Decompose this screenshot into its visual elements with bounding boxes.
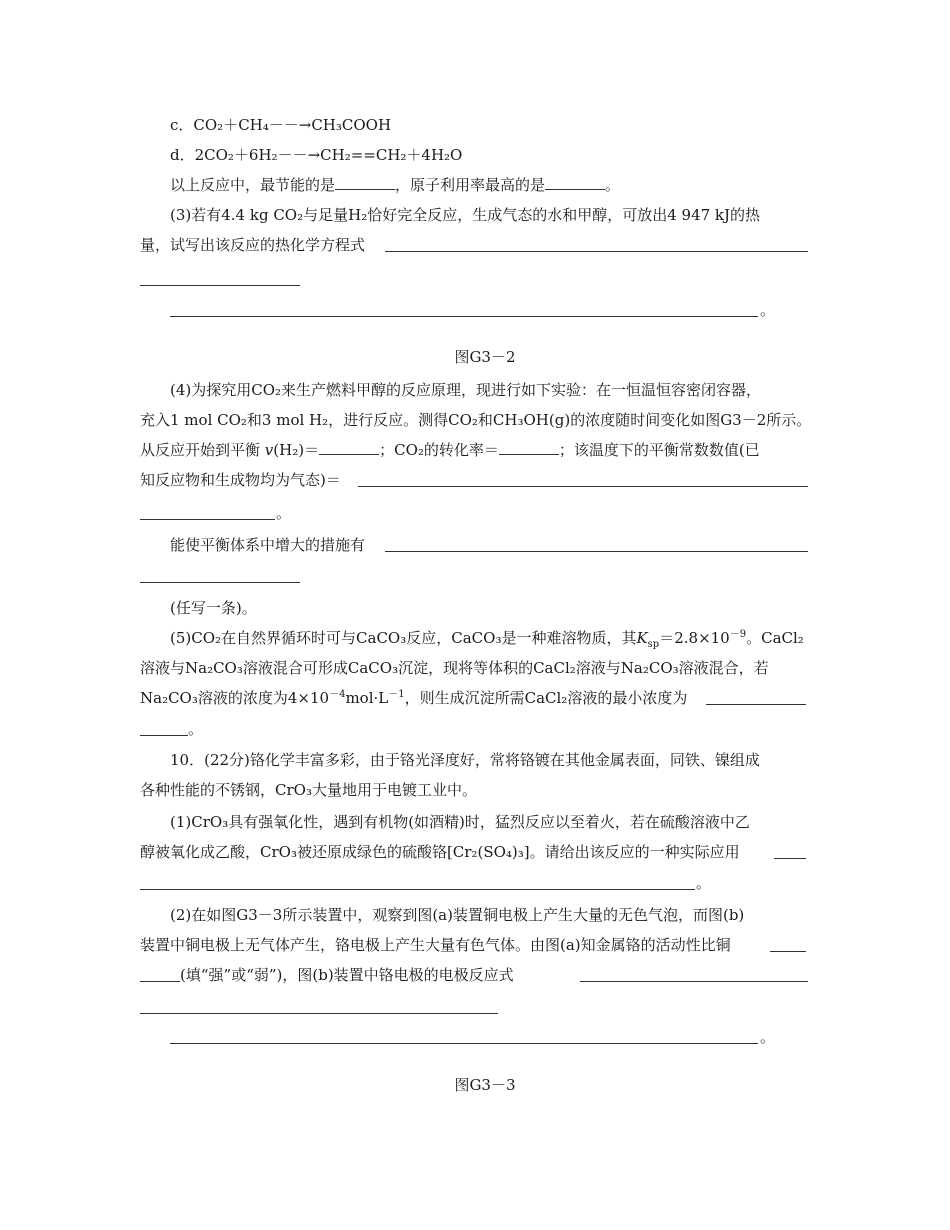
figure-caption-g3-3: 图G3－3 bbox=[454, 1076, 516, 1094]
question-10-intro: 10．(22分)铬化学丰富多彩，由于铬光泽度好，常将铬镀在其他金属表面，同铁、镍组成 bbox=[170, 751, 760, 769]
text: ；CO₂的转化率＝ bbox=[379, 441, 499, 459]
text: 。CaCl₂ bbox=[746, 629, 804, 647]
text: 以上反应中，最节能的是 bbox=[170, 176, 336, 194]
question-4-text-k: 知反应物和生成物均为气态)＝ bbox=[140, 471, 341, 489]
option-d: d．2CO₂＋6H₂－－→CH₂==CH₂＋4H₂O bbox=[170, 146, 463, 164]
answer-line-thermo-equation-2[interactable] bbox=[140, 285, 300, 286]
text: ；该温度下的平衡常数数值(已 bbox=[558, 441, 760, 459]
answer-line-measures[interactable] bbox=[385, 551, 808, 552]
answer-line-equilibrium-constant-2[interactable] bbox=[140, 519, 275, 520]
answer-line-activity-2[interactable] bbox=[140, 981, 180, 982]
period: 。 bbox=[276, 504, 292, 522]
answer-blank-atom-economy[interactable] bbox=[545, 175, 605, 190]
question-5-text-cont: 溶液与Na₂CO₃溶液混合可形成CaCO₃沉淀，现将等体积的CaCl₂溶液与Na₂CO₃溶液混合，若 bbox=[140, 659, 769, 677]
question-10-2-text: (2)在如图G3－3所示装置中，观察到图(a)装置铜电极上产生大量的无色气泡，而图(b) bbox=[170, 906, 745, 924]
answer-blank-energy-saving[interactable] bbox=[335, 175, 395, 190]
answer-line-thermo-equation-3[interactable] bbox=[170, 316, 758, 317]
period: 。 bbox=[760, 1028, 776, 1046]
question-4-text-cont: 充入1 mol CO₂和3 mol H₂，进行反应。测得CO₂和CH₃OH(g)的浓度随时间变化如图G3－2所示。 bbox=[140, 411, 812, 429]
period: 。 bbox=[696, 874, 712, 892]
text: ，原子利用率最高的是 bbox=[395, 176, 546, 194]
answer-line-measures-2[interactable] bbox=[140, 582, 300, 583]
text: Na₂CO₃溶液的浓度为4×10 bbox=[140, 689, 330, 707]
text: 。 bbox=[605, 176, 621, 194]
text: 从反应开始到平衡 bbox=[140, 441, 261, 459]
answer-line-application[interactable] bbox=[774, 858, 806, 859]
text: (H₂)＝ bbox=[273, 441, 320, 459]
question-2-prompt bbox=[170, 175, 620, 195]
question-4-blanks bbox=[140, 440, 760, 460]
text: ＝2.8×10 bbox=[659, 629, 730, 647]
answer-line-electrode-reaction[interactable] bbox=[580, 981, 808, 982]
ksp-subscript: sp bbox=[647, 639, 660, 650]
answer-line-electrode-reaction-2[interactable] bbox=[140, 1013, 498, 1014]
ksp-exponent: －9 bbox=[729, 629, 747, 640]
exponent: －4 bbox=[329, 689, 346, 700]
option-c: c．CO₂＋CH₄－－→CH₃COOH bbox=[170, 116, 392, 134]
figure-caption-g3-2: 图G3－2 bbox=[454, 348, 516, 366]
exponent: －1 bbox=[388, 689, 405, 700]
question-5-text bbox=[170, 628, 804, 648]
text: ，则生成沉淀所需CaCl₂溶液的最小浓度为 bbox=[404, 689, 688, 707]
question-10-1-text-cont: 醇被氧化成乙酸，CrO₃被还原成绿色的硫酸铬[Cr₂(SO₄)₃]。请给出该反应的一种实际应用 bbox=[140, 843, 740, 861]
answer-line-activity[interactable] bbox=[770, 951, 806, 952]
question-4-note: (任写一条)。 bbox=[170, 599, 257, 617]
answer-line-cacl2-concentration-2[interactable] bbox=[140, 735, 188, 736]
answer-blank-h2-rate[interactable] bbox=[319, 440, 379, 455]
answer-line-application-2[interactable] bbox=[140, 889, 695, 890]
question-5-text-conc bbox=[140, 688, 687, 708]
text: (5)CO₂在自然界循环时可与CaCO₃反应，CaCO₃是一种难溶物质，其 bbox=[170, 629, 637, 647]
question-4-text: (4)为探究用CO₂来生产燃料甲醇的反应原理，现进行如下实验：在一恒温恒容密闭容器， bbox=[170, 381, 762, 399]
question-3-text-cont: 量，试写出该反应的热化学方程式 bbox=[140, 236, 366, 254]
period: 。 bbox=[188, 720, 204, 738]
answer-line-cacl2-concentration[interactable] bbox=[706, 704, 806, 705]
ksp-symbol: K bbox=[636, 629, 648, 647]
answer-line-thermo-equation[interactable] bbox=[385, 251, 808, 252]
question-10-1-text: (1)CrO₃具有强氧化性，遇到有机物(如酒精)时，猛烈反应以至着火，若在硫酸溶液中乙 bbox=[170, 813, 750, 831]
rate-symbol: v bbox=[264, 441, 274, 459]
answer-line-electrode-reaction-3[interactable] bbox=[170, 1043, 758, 1044]
question-10-intro-cont: 各种性能的不锈钢，CrO₃大量地用于电镀工业中。 bbox=[140, 781, 477, 799]
question-10-2-text-cont: 装置中铜电极上无气体产生，铬电极上产生大量有色气体。由图(a)知金属铬的活动性比铜 bbox=[140, 936, 731, 954]
question-10-2-electrode: (填“强”或“弱”)，图(b)装置中铬电极的电极反应式 bbox=[180, 966, 514, 984]
text: mol·L bbox=[345, 689, 389, 707]
question-3-text: (3)若有4.4 kg CO₂与足量H₂恰好完全反应，生成气态的水和甲醇，可放出4 947 kJ的热 bbox=[170, 206, 761, 224]
question-4-measures: 能使平衡体系中增大的措施有 bbox=[170, 536, 366, 554]
answer-blank-co2-conversion[interactable] bbox=[499, 440, 559, 455]
answer-line-equilibrium-constant[interactable] bbox=[358, 486, 808, 487]
period: 。 bbox=[760, 301, 776, 319]
